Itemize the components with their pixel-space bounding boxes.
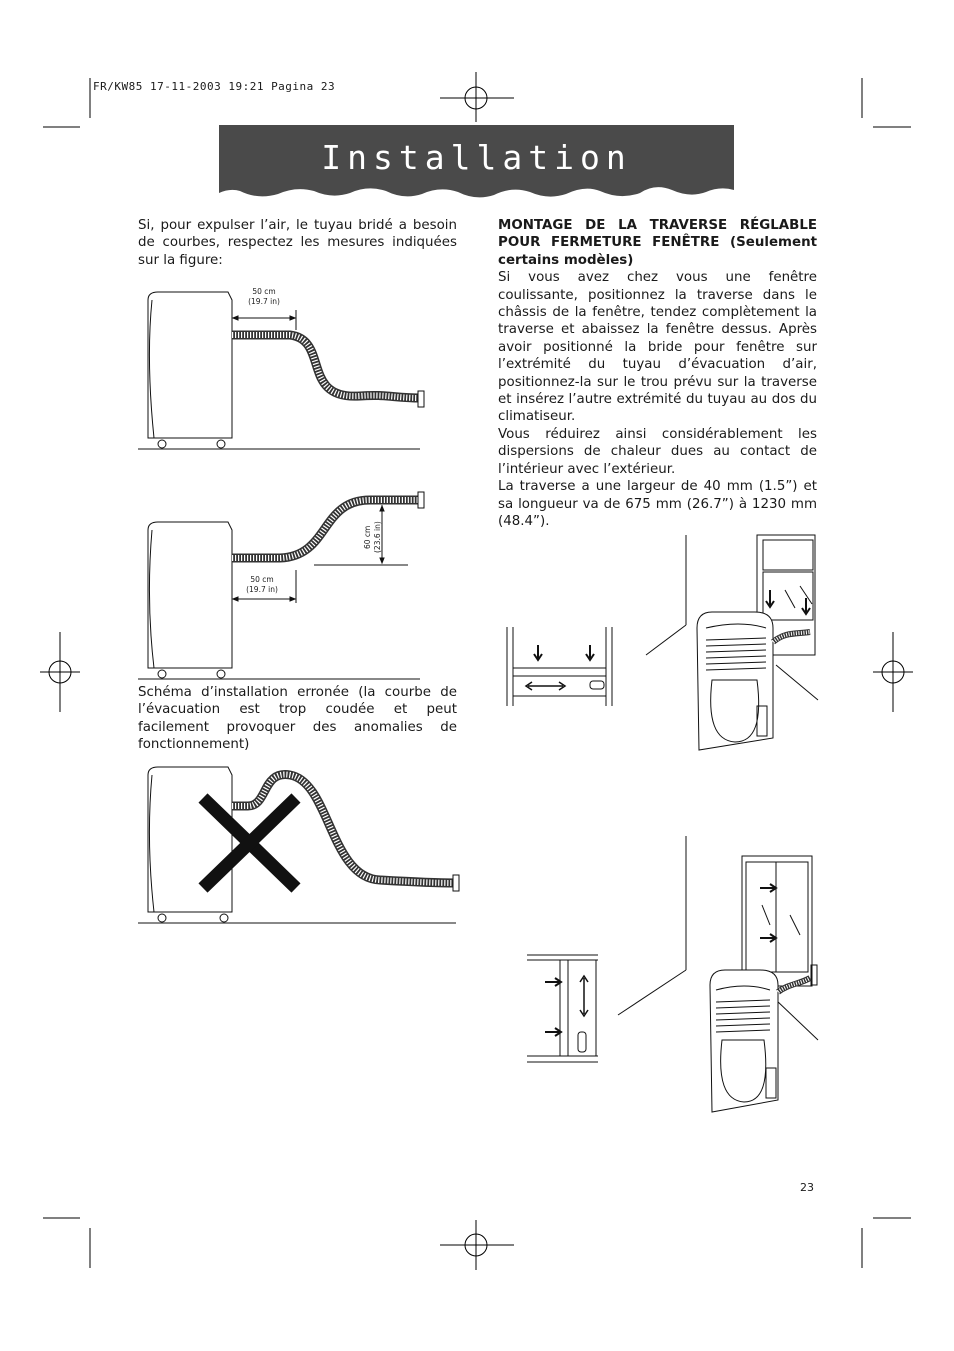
window-kit-vertical [507, 627, 612, 706]
section-paragraph-1: Si vous avez chez vous une fenêtre coulissante, positionnez la traverse dans le châssis de la fenêtre, tendez complètement la traverse et abaissez la fenêtre dessus. Après avoir positionné la bride pour fenêtre sur l’extrémité du tuyau d’évacuation d’air, positionnez-la sur le trou prévu sur la traverse et insérez l’autre extrémité du tuyau au dos du climatiseur. [498, 270, 817, 425]
room-scene-1 [646, 535, 818, 750]
window-kit-section [498, 217, 817, 530]
fig2-dim-in: (19.7 in) [246, 585, 278, 594]
section-heading: MONTAGE DE LA TRAVERSE RÉGLABLE POUR FERMETURE FENÊTRE (Seulement certains modèles) [498, 218, 817, 268]
section-paragraph-2: Vous réduirez ainsi considérablement les dispersions de chaleur dues au contact de l’intérieur avec l’extérieur. [498, 426, 817, 477]
wrong-install-caption [138, 684, 457, 754]
fig2-dim-cm: 50 cm [250, 575, 274, 584]
figure-wrong [138, 767, 459, 923]
figure-correct-1 [138, 292, 424, 449]
fig1-dim-cm: 50 cm [252, 287, 276, 296]
window-kit-horizontal [527, 955, 598, 1062]
wrong-caption-text: Schéma d’installation erronée (la courbe de l’évacuation est trop coudée et peut facilement provoquer des anomalies de fonctionnement) [138, 685, 457, 753]
page-title: Installation [321, 138, 632, 177]
section-paragraph-3: La traverse a une largeur de 40 mm (1.5”) et sa longueur va de 675 mm (26.7”) à 1230 mm (48.4”). [498, 479, 817, 529]
intro-text: Si, pour expulser l’air, le tuyau bridé a besoin de courbes, respectez les mesures indiquées sur la figure: [138, 218, 457, 268]
page-number: 23 [800, 1181, 814, 1194]
fig2-height-cm: 60 cm [363, 525, 372, 549]
figure-correct-2 [138, 492, 424, 679]
fig1-dim-in: (19.7 in) [248, 297, 280, 306]
room-scene-2 [618, 836, 818, 1112]
print-slug: FR/KW85 17-11-2003 19:21 Pagina 23 [93, 80, 336, 93]
fig2-height-in: (23.6 in) [373, 521, 382, 553]
intro-paragraph [138, 217, 457, 269]
